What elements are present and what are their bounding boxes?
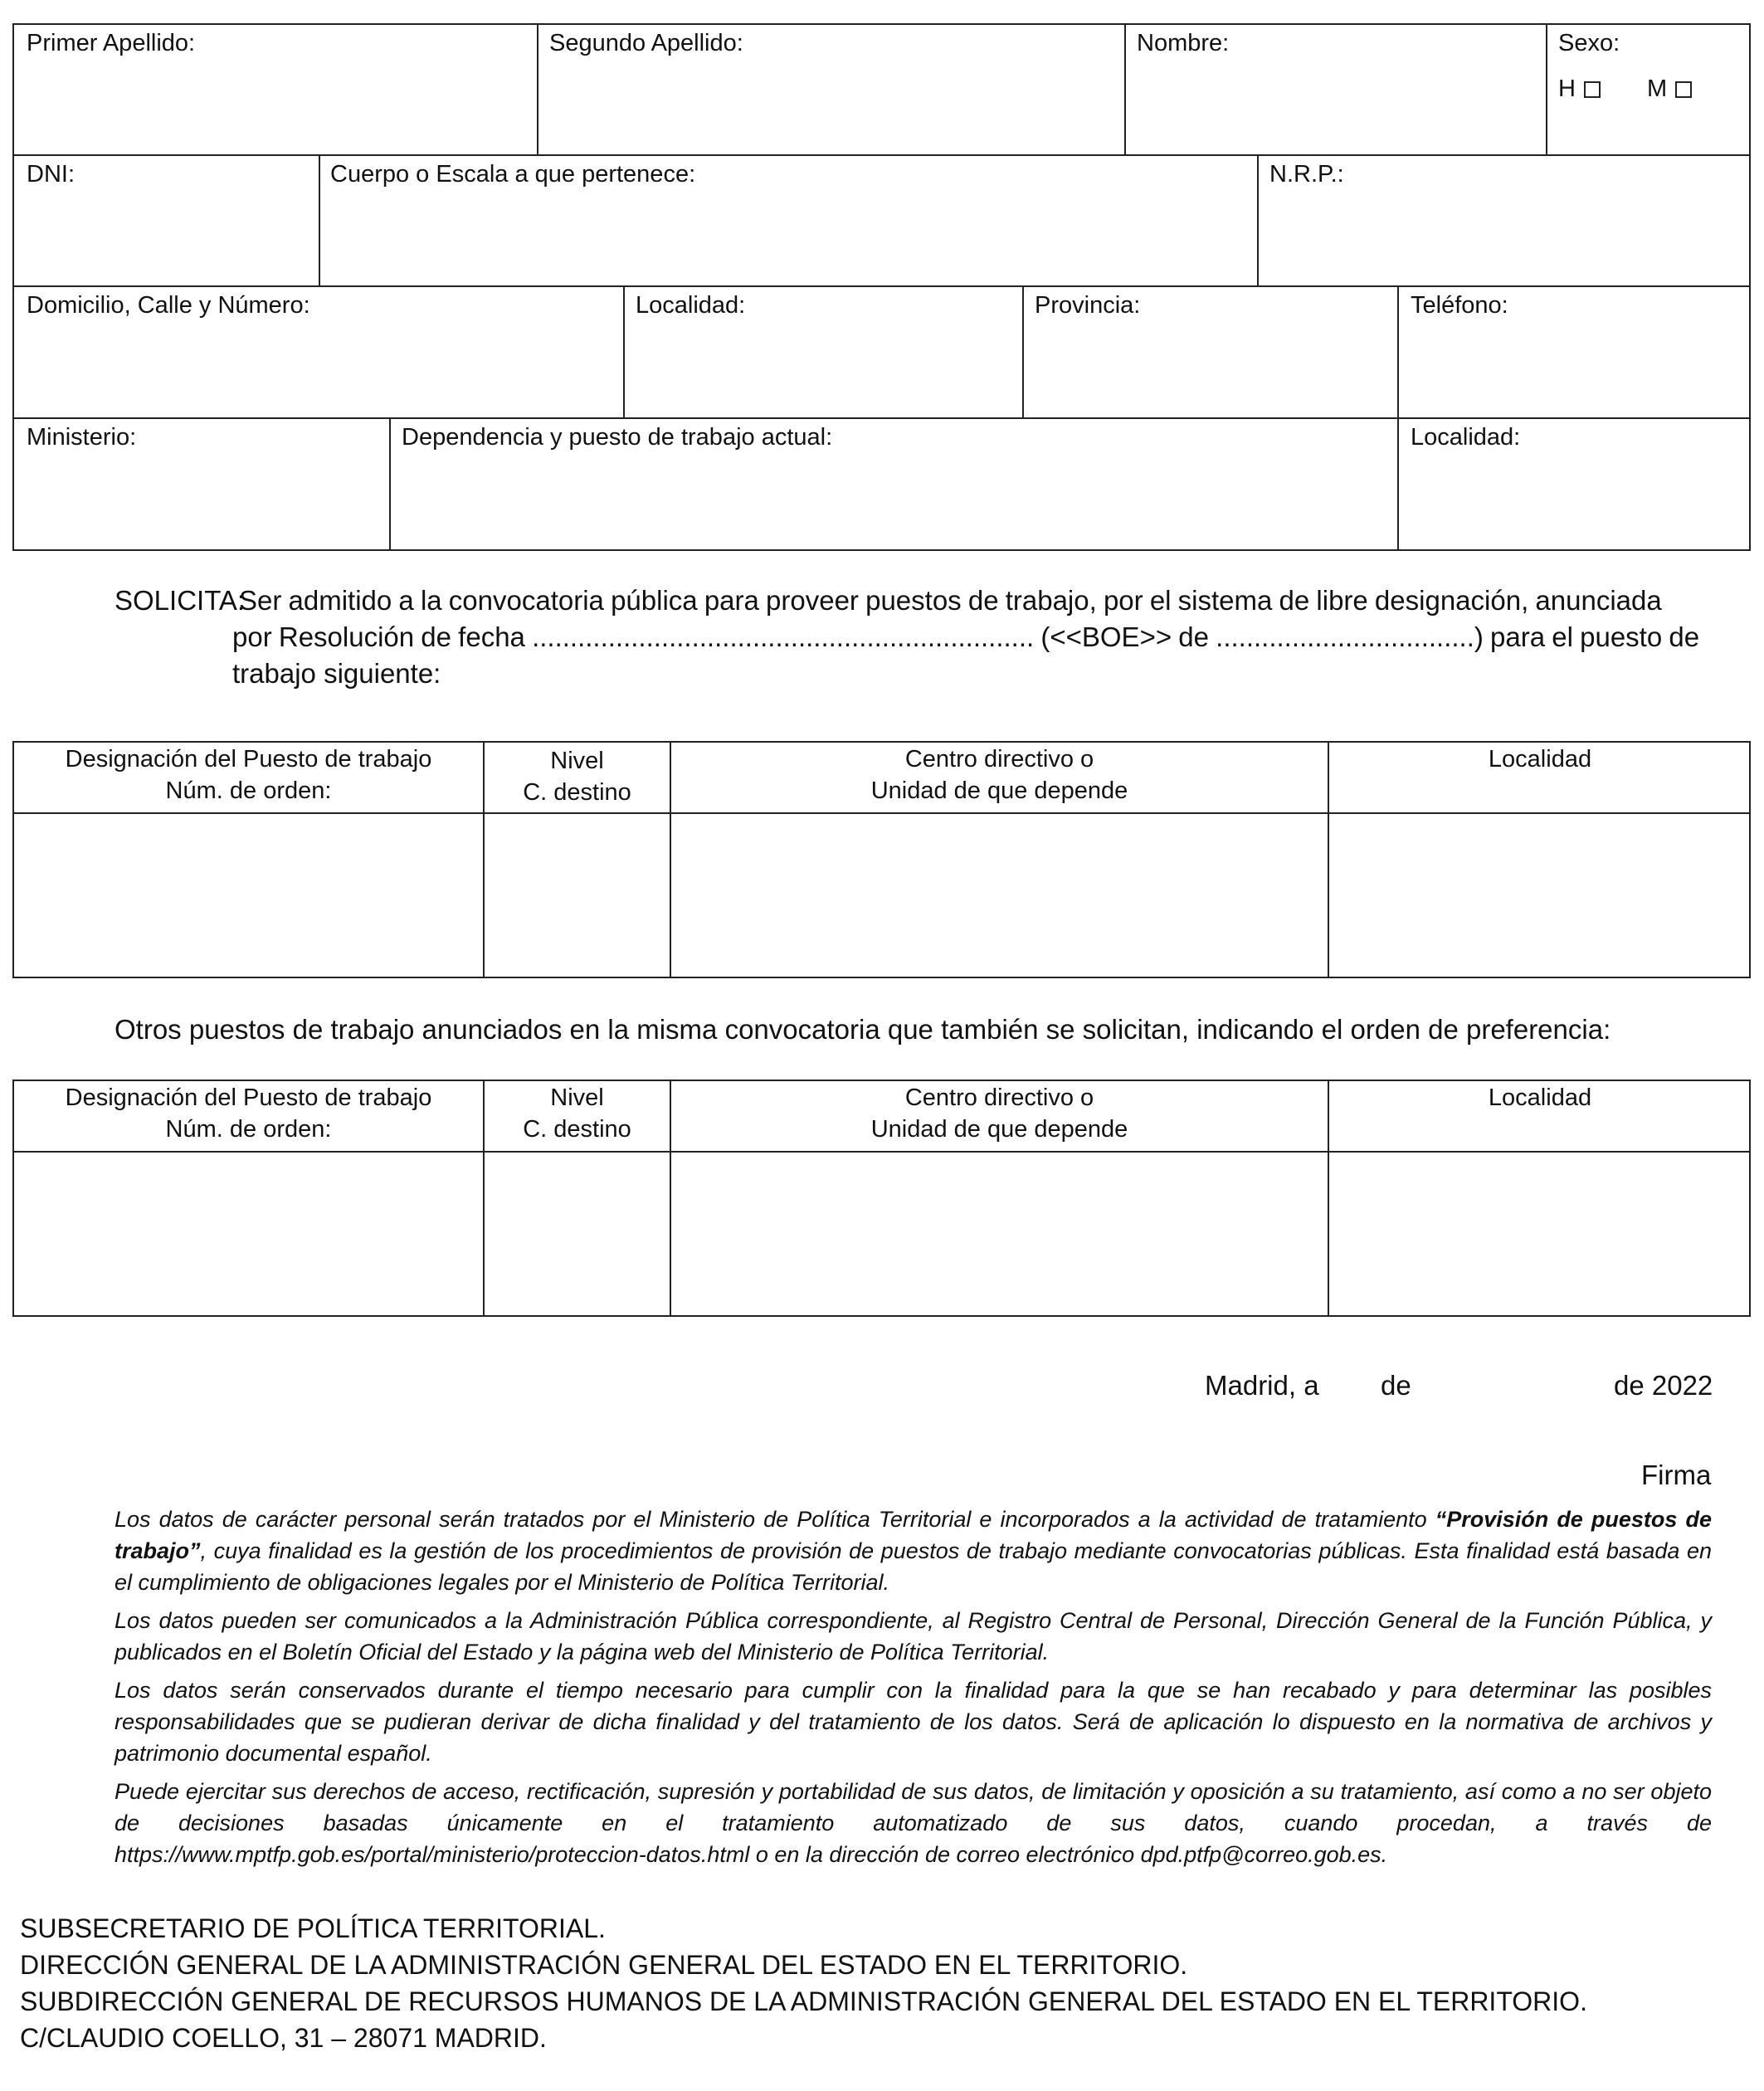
- header-designacion-line1: Designación del Puesto de trabajo: [65, 1084, 432, 1111]
- de-label: de: [1381, 1370, 1411, 1401]
- segundo-apellido-label: Segundo Apellido:: [549, 30, 743, 56]
- solicita-line2: por Resolución de fecha .................................................................. (<<BOE>> de ..................................) para el puesto de: [232, 621, 1700, 652]
- localidad-cell[interactable]: [1329, 814, 1749, 977]
- legal-p1-b: , cuya finalidad es la gestión de los procedimientos de provisión de puestos de trabajo mediante convocatorias públicas. Esta finalidad está basada en el cumplimiento de obligaciones legales por el Ministerio de Política Territorial.: [115, 1538, 1712, 1595]
- header-centro: [671, 745, 1328, 805]
- domicilio-label: Domicilio, Calle y Número:: [27, 292, 310, 319]
- solicita-line3: trabajo siguiente:: [232, 658, 441, 689]
- header-centro-line2: Unidad de que depende: [870, 1116, 1128, 1143]
- header-designacion-line2: Núm. de orden:: [165, 777, 332, 804]
- lugar-label: Madrid, a: [1205, 1370, 1319, 1401]
- header-centro: [671, 1084, 1328, 1143]
- nivel-cell[interactable]: [485, 1153, 670, 1315]
- address-footer: [20, 1910, 1587, 2056]
- provincia-label: Provincia:: [1035, 292, 1141, 319]
- legal-paragraph-4: Puede ejercitar sus derechos de acceso, rectificación, supresión y portabilidad de sus datos, de limitación y oposición a su tratamiento, así como a no ser objeto de decisiones basadas únicamente en el tratamiento automatizado de sus datos, cuando procedan, a través de https://www.mptfp.gob.es/portal/ministerio/proteccion-datos.html o en la dirección de correo electrónico dpd.ptfp@correo.gob.es.: [115, 1779, 1712, 1867]
- sexo-h-option[interactable]: [1558, 75, 1601, 103]
- localidad-cell[interactable]: [1329, 1153, 1749, 1315]
- legal-paragraph-3: Los datos serán conservados durante el tiempo necesario para cumplir con la finalidad para la que se han recabado y para determinar las posibles responsabilidades que se pudieran derivar de dicha finalidad y del tratamiento de los datos. Será de aplicación lo dispuesto en la normativa de archivos y patrimonio documental español.: [115, 1678, 1712, 1766]
- nombre-label: Nombre:: [1137, 30, 1230, 56]
- header-nivel: [485, 747, 670, 807]
- header-nivel-line2: C. destino: [523, 779, 631, 806]
- legal-paragraph-2: Los datos pueden ser comunicados a la Administración Pública correspondiente, al Registro Central de Personal, Dirección General de la Función Pública, y publicados en el Boletín Oficial del Estado y la página web del Ministerio de Política Territorial.: [115, 1608, 1712, 1665]
- firma-label: Firma: [1641, 1460, 1712, 1490]
- legal-p1-a: Los datos de carácter personal serán tratados por el Ministerio de Política Territorial e incorporados a la actividad de tratamiento: [115, 1507, 1435, 1532]
- designacion-cell[interactable]: [14, 814, 483, 977]
- header-designacion-line2: Núm. de orden:: [165, 1116, 332, 1143]
- solicita-label: SOLICITA:: [115, 585, 246, 616]
- footer-line-4: C/CLAUDIO COELLO, 31 – 28071 MADRID.: [20, 2023, 547, 2053]
- sexo-h-checkbox[interactable]: [1584, 81, 1601, 98]
- footer-line-3: SUBDIRECCIÓN GENERAL DE RECURSOS HUMANOS DE LA ADMINISTRACIÓN GENERAL DEL ESTADO EN EL TERRITORIO.: [20, 1986, 1587, 2016]
- nivel-cell[interactable]: [485, 814, 670, 977]
- legal-notice: [115, 1504, 1712, 1870]
- footer-line-1: SUBSECRETARIO DE POLÍTICA TERRITORIAL.: [20, 1913, 606, 1943]
- ministerio-label: Ministerio:: [27, 424, 137, 451]
- otros-puestos-heading: Otros puestos de trabajo anunciados en la misma convocatoria que también se solicitan, indicando el orden de preferencia:: [115, 1014, 1611, 1045]
- header-designacion-line1: Designación del Puesto de trabajo: [65, 746, 432, 773]
- sexo-m-label: M: [1647, 76, 1668, 102]
- sexo-label: Sexo:: [1558, 30, 1620, 56]
- header-centro-line1: Centro directivo o: [904, 746, 1094, 773]
- centro-cell[interactable]: [671, 1153, 1328, 1315]
- header-designacion: [14, 745, 483, 805]
- dependencia-label: Dependencia y puesto de trabajo actual:: [402, 424, 833, 451]
- header-nivel-line1: Nivel: [550, 748, 604, 774]
- header-localidad: Localidad: [1488, 1084, 1592, 1111]
- year-label: de 2022: [1614, 1370, 1713, 1401]
- localidad-label: Localidad:: [636, 292, 746, 319]
- cuerpo-label: Cuerpo o Escala a que pertenece:: [330, 161, 696, 188]
- legal-p1-bold: “Provisión de puestos de trabajo”: [115, 1507, 1712, 1563]
- centro-cell[interactable]: [671, 814, 1328, 977]
- primer-apellido-label: Primer Apellido:: [27, 30, 196, 56]
- telefono-label: Teléfono:: [1411, 292, 1508, 319]
- header-designacion: [14, 1084, 483, 1143]
- sexo-h-label: H: [1558, 76, 1576, 102]
- header-nivel: [485, 1084, 670, 1143]
- sexo-m-option[interactable]: [1647, 75, 1692, 103]
- footer-line-2: DIRECCIÓN GENERAL DE LA ADMINISTRACIÓN GENERAL DEL ESTADO EN EL TERRITORIO.: [20, 1950, 1188, 1980]
- header-nivel-line2: C. destino: [523, 1116, 631, 1143]
- designacion-cell[interactable]: [14, 1153, 483, 1315]
- solicita-line1: Ser admitido a la convocatoria pública para proveer puestos de trabajo, por el sistema de libre designación, anunciada: [239, 585, 1662, 616]
- col-divider: [1546, 23, 1547, 154]
- header-nivel-line1: Nivel: [550, 1084, 604, 1111]
- nrp-label: N.R.P.:: [1269, 161, 1344, 188]
- legal-paragraph-1: [115, 1504, 1712, 1598]
- sexo-m-checkbox[interactable]: [1675, 81, 1692, 98]
- header-centro-line1: Centro directivo o: [904, 1084, 1094, 1111]
- localidad2-label: Localidad:: [1411, 424, 1521, 451]
- header-localidad: Localidad: [1488, 746, 1592, 773]
- dni-label: DNI:: [27, 161, 75, 188]
- header-centro-line2: Unidad de que depende: [870, 777, 1128, 804]
